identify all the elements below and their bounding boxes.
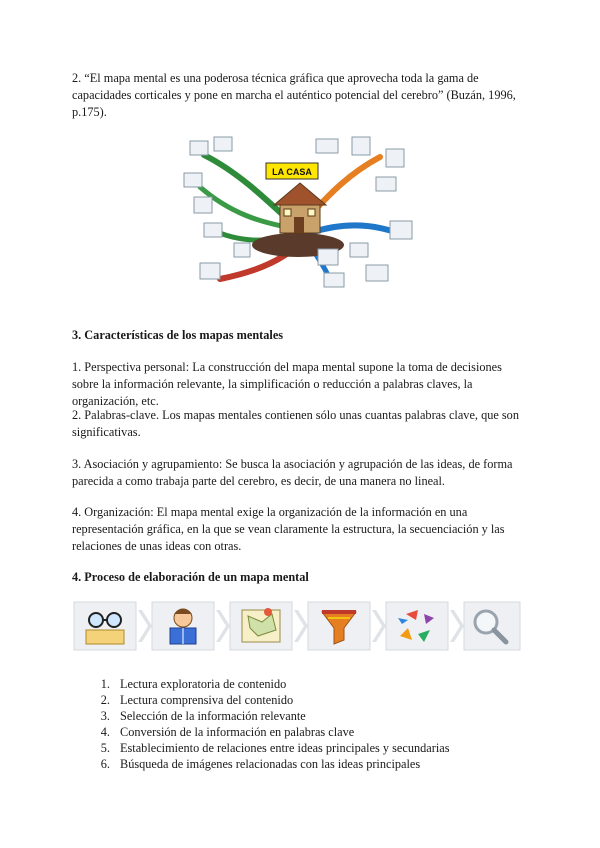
chevron-right-icon: [294, 610, 308, 642]
section3-item-1: 1. Perspectiva personal: La construcción del mapa mental supone la toma de decisiones sobre la información relevante, la simplificación o reducción a palabras claves, la organización, etc.: [72, 360, 502, 408]
branch-blue-right: [310, 226, 398, 234]
section3-item-4: 4. Organización: El mapa mental exige la organización de la información en una representación gráfica, en la que se vean claramente la estructura, la secuenciación y las relaciones de unas ideas con otras.: [72, 505, 505, 553]
list-item: 2. Lectura comprensiva del contenido: [100, 693, 294, 707]
list-item: 4. Conversión de la información en palabras clave: [100, 725, 355, 739]
section3-item-2: 2. Palabras-clave. Los mapas mentales contienen sólo unas cuantas palabras clave, que son significativas.: [72, 408, 519, 439]
chevron-right-icon: [216, 610, 230, 642]
chevron-right-icon: [372, 610, 386, 642]
process-step-frame: [386, 602, 448, 650]
mind-map-illustration: [180, 133, 416, 293]
list-item: 1. Lectura exploratoria de contenido: [100, 677, 287, 691]
house-icon: [274, 183, 326, 233]
process-strip: [72, 600, 522, 652]
chevron-right-icon: [138, 610, 152, 642]
list-item: 5. Establecimiento de relaciones entre ideas principales y secundarias: [100, 741, 450, 755]
section3-item-3: 3. Asociación y agrupamiento: Se busca la asociación y agrupación de las ideas, de forma parecida a como trabaja parte del cerebro, es decir, de una manera no lineal.: [72, 457, 513, 488]
map-puzzle-icon: [242, 608, 280, 642]
section3-heading: 3. Características de los mapas mentales: [72, 328, 284, 342]
section4-heading: 4. Proceso de elaboración de un mapa mental: [72, 570, 309, 584]
quote-paragraph: 2. “El mapa mental es una poderosa técnica gráfica que aprovecha toda la gama de capacidades corticales y pone en marcha el auténtico potencial del cerebro” (Buzán, 1996, p.175).: [72, 71, 516, 119]
chevron-right-icon: [450, 610, 464, 642]
process-steps-list: [88, 676, 450, 772]
center-label: LA CASA: [272, 167, 312, 177]
list-item: 3. Selección de la información relevante: [100, 709, 306, 723]
list-item: 6. Búsqueda de imágenes relacionadas con las ideas principales: [100, 757, 421, 771]
